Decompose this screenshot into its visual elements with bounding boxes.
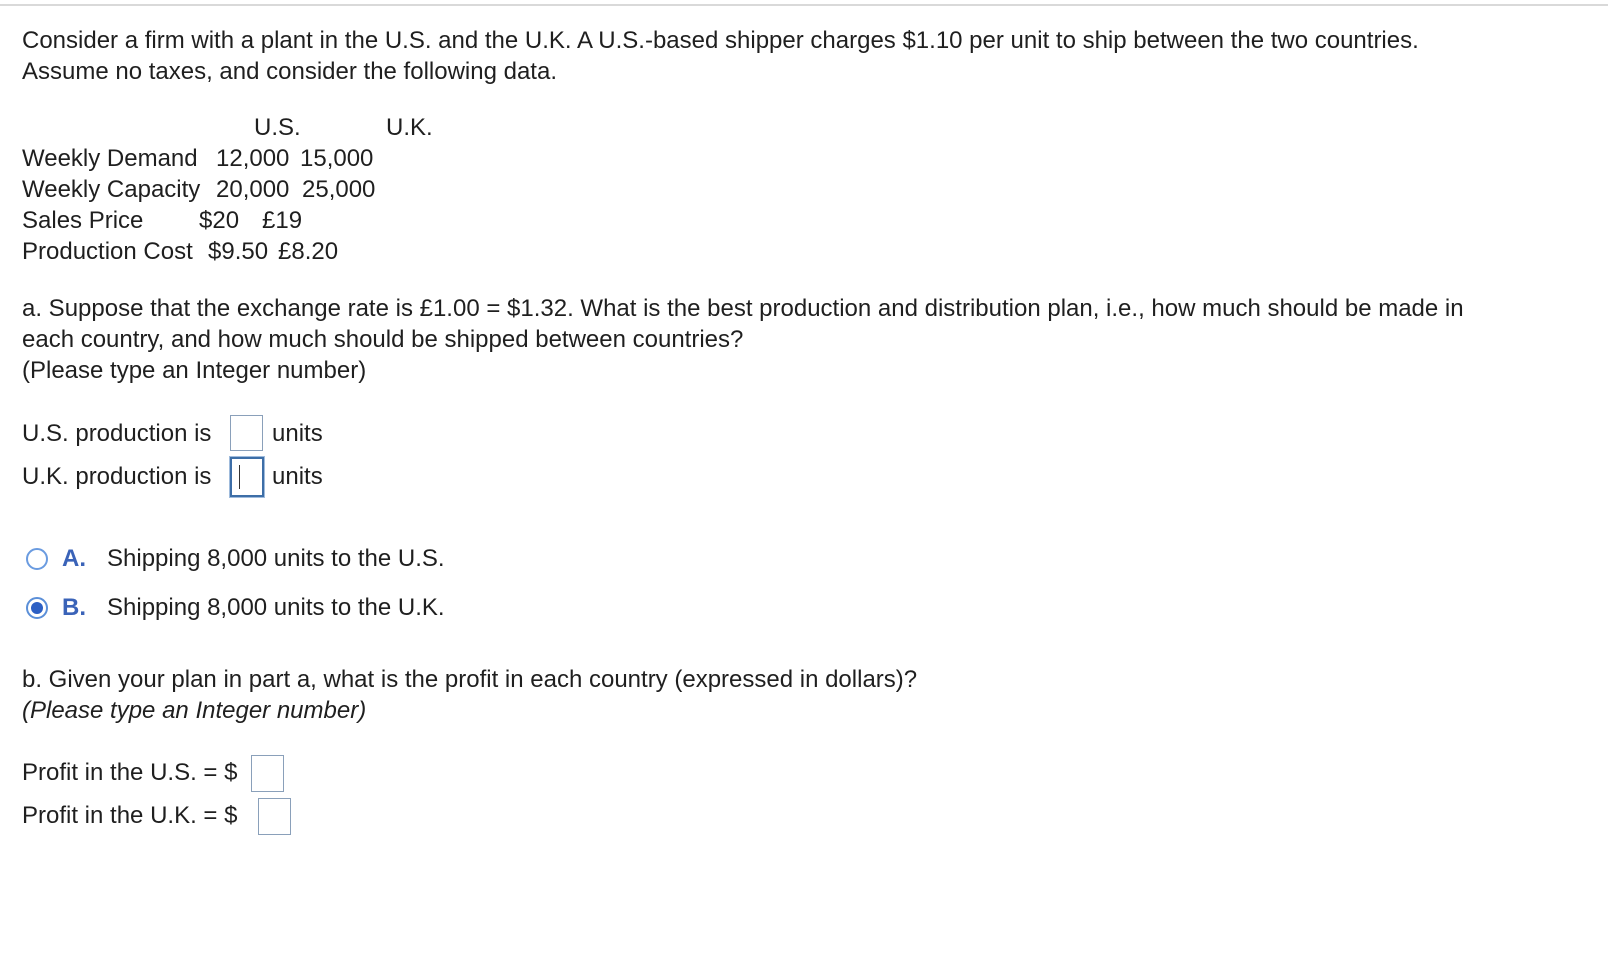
header-us: U.S. [254, 114, 301, 141]
uk-production-unit: units [272, 463, 323, 490]
text-caret [239, 465, 240, 489]
part-a-hint: (Please type an Integer number) [22, 357, 367, 384]
table-cell-uk: £19 [262, 207, 303, 234]
option-letter-a: A. [62, 545, 86, 572]
table-row-label: Weekly Demand [22, 145, 198, 172]
table-cell-uk: 25,000 [302, 176, 376, 203]
part-b-question: b. Given your plan in part a, what is the profit in each country (expressed in dollars)? [22, 666, 918, 693]
part-a-question-line-1: a. Suppose that the exchange rate is £1.00 = $1.32. What is the best production and distribution plan, i.e., how much should be made in [22, 295, 1464, 322]
table-row-label: Weekly Capacity [22, 176, 201, 203]
us-production-label: U.S. production is [22, 420, 212, 447]
us-production-input[interactable] [230, 415, 263, 451]
option-text-b: Shipping 8,000 units to the U.K. [107, 594, 445, 621]
table-cell-uk: 15,000 [300, 145, 374, 172]
profit-us-label: Profit in the U.S. = $ [22, 759, 238, 786]
part-a-question-line-2: each country, and how much should be shipped between countries? [22, 326, 744, 353]
radio-button-b[interactable] [26, 597, 48, 619]
top-divider [0, 4, 1608, 6]
header-uk: U.K. [386, 114, 433, 141]
radio-button-a[interactable] [26, 548, 48, 570]
part-b-hint: (Please type an Integer number) [22, 697, 367, 724]
option-text-a: Shipping 8,000 units to the U.S. [107, 545, 445, 572]
table-cell-us: $20 [199, 207, 240, 234]
uk-production-label: U.K. production is [22, 463, 212, 490]
intro-line-1: Consider a firm with a plant in the U.S. and the U.K. A U.S.-based shipper charges $1.10 per unit to ship between the two countries. [22, 27, 1419, 54]
radio-selected-dot [31, 602, 43, 614]
table-cell-uk: £8.20 [278, 238, 339, 265]
profit-uk-input[interactable] [258, 798, 291, 835]
option-letter-b: B. [62, 594, 86, 621]
table-cell-us: 20,000 [216, 176, 290, 203]
intro-line-2: Assume no taxes, and consider the following data. [22, 58, 557, 85]
profit-uk-label: Profit in the U.K. = $ [22, 802, 238, 829]
table-row-label: Sales Price [22, 207, 144, 234]
profit-us-input[interactable] [251, 755, 284, 792]
uk-production-input[interactable] [230, 457, 264, 497]
table-row-label: Production Cost [22, 238, 193, 265]
table-cell-us: 12,000 [216, 145, 290, 172]
us-production-unit: units [272, 420, 323, 447]
table-cell-us: $9.50 [208, 238, 269, 265]
